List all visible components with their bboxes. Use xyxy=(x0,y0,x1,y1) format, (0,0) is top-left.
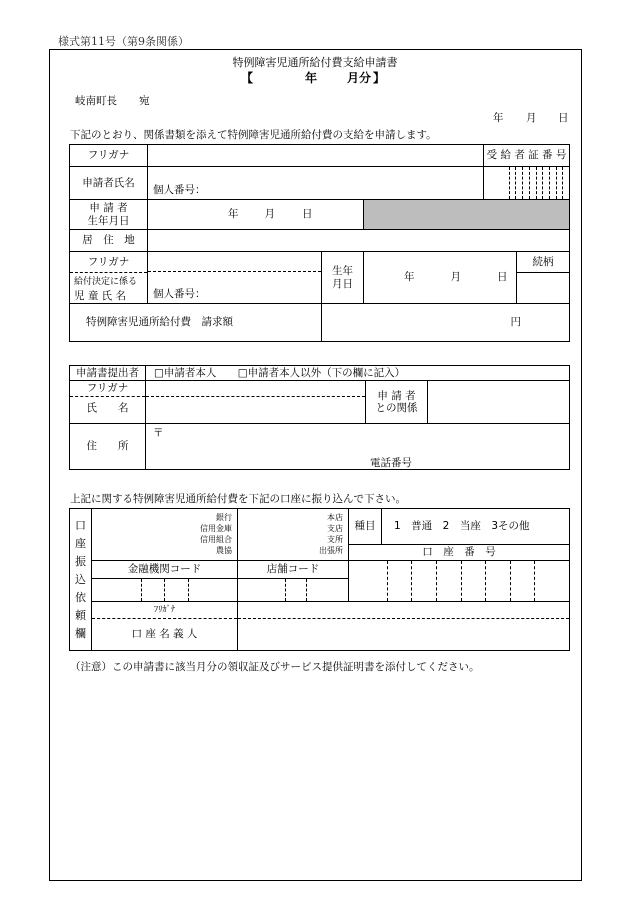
institution-code-digits[interactable] xyxy=(92,579,238,602)
submitter-options[interactable] xyxy=(146,366,570,381)
account-holder-label: ﾌﾘｶﾞﾅ 口 座 名 義 人 xyxy=(92,602,238,651)
applicant-name-label: 申請者氏名 xyxy=(70,167,148,200)
relation-cell[interactable]: 続柄 xyxy=(517,252,570,304)
account-number-label: 口 座 番 号 xyxy=(349,545,570,561)
relation-field[interactable] xyxy=(428,381,570,424)
period-month: 月分 xyxy=(347,71,372,85)
bank-side-label: 口 座 振 込 依 頼 欄 xyxy=(70,509,92,651)
self-checkbox[interactable]: □申請者本人 xyxy=(154,366,217,379)
period-bracket-close: 】 xyxy=(373,71,386,85)
claim-label: 特例障害児通所給付費 請求額 xyxy=(70,304,322,342)
relation-label: 申 請 者 との関係 xyxy=(366,381,428,424)
bank-table xyxy=(69,508,570,651)
account-holder-field[interactable] xyxy=(238,602,570,651)
applicant-birth-field[interactable]: 年 月 日 xyxy=(148,200,364,230)
date-year: 年 xyxy=(493,112,504,124)
account-number-digits[interactable] xyxy=(349,561,570,602)
addressee: 岐南町長 xyxy=(75,95,117,107)
address-field[interactable] xyxy=(148,230,570,252)
child-name-label: フリガナ 給付決定に係る 児 童 氏 名 xyxy=(70,252,148,304)
child-birth-label: 生年 月日 xyxy=(322,252,364,304)
branch-code-digits[interactable] xyxy=(238,579,349,602)
cert-no-digits[interactable] xyxy=(484,167,570,200)
account-kind-options[interactable]: 1 普通 2 当座 3その他 xyxy=(382,509,570,545)
child-name-field[interactable]: 個人番号： xyxy=(148,252,322,304)
individual-no-label: 個人番号： xyxy=(153,183,206,196)
form-style-number: 様式第11号（第9条関係） xyxy=(58,35,189,48)
cert-no-label: 受 給 者 証 番 号 xyxy=(484,145,570,167)
period-bracket-open: 【 xyxy=(241,71,254,85)
furigana-label: フリガナ xyxy=(70,145,148,167)
intro-text: 下記のとおり、関係書類を添えて特例障害児通所給付費の支給を申請します。 xyxy=(70,129,437,141)
attachment-note: （注意）この申請書に該当月分の領収証及びサービス提供証明書を添付してください。 xyxy=(70,661,480,673)
other-checkbox[interactable]: □申請者本人以外（下の欄に記入） xyxy=(237,366,406,379)
applicant-birth-label: 申 請 者 生年月日 xyxy=(70,200,148,230)
date-day: 日 xyxy=(558,112,569,124)
submitter-label: 申請書提出者 xyxy=(70,366,146,381)
institution-type-cell[interactable]: 銀行 信用金庫 信用組合 農協 xyxy=(92,509,238,561)
date-month: 月 xyxy=(526,112,537,124)
branch-code-label: 店舗コード xyxy=(238,561,349,579)
applicant-name-field[interactable] xyxy=(148,167,484,200)
addressee-honorific: 宛 xyxy=(139,95,150,107)
branch-type-cell[interactable]: 本店 支店 支所 出張所 xyxy=(238,509,349,561)
submitter-address-label: 住 所 xyxy=(70,424,146,470)
institution-code-label: 金融機関コード xyxy=(92,561,238,579)
submitter-name-label: フリガナ 氏 名 xyxy=(70,381,146,424)
address-label: 居 住 地 xyxy=(70,230,148,252)
submitter-name-field[interactable] xyxy=(146,381,366,424)
grey-cell xyxy=(364,200,570,230)
period-year: 年 xyxy=(305,71,318,85)
submitter-table xyxy=(69,365,570,470)
account-kind-label: 種目 xyxy=(349,509,382,545)
submitter-address-field[interactable]: 〒 電話番号 xyxy=(146,424,570,470)
furigana-field[interactable] xyxy=(148,145,484,167)
claim-amount-field[interactable]: 円 xyxy=(322,304,570,342)
applicant-table xyxy=(69,144,570,342)
form-title: 特例障害児通所給付費支給申請書 xyxy=(232,56,398,69)
bank-intro: 上記に関する特例障害児通所給付費を下記の口座に振り込んで下さい。 xyxy=(70,493,406,505)
child-birth-field[interactable]: 年 月 日 xyxy=(364,252,517,304)
